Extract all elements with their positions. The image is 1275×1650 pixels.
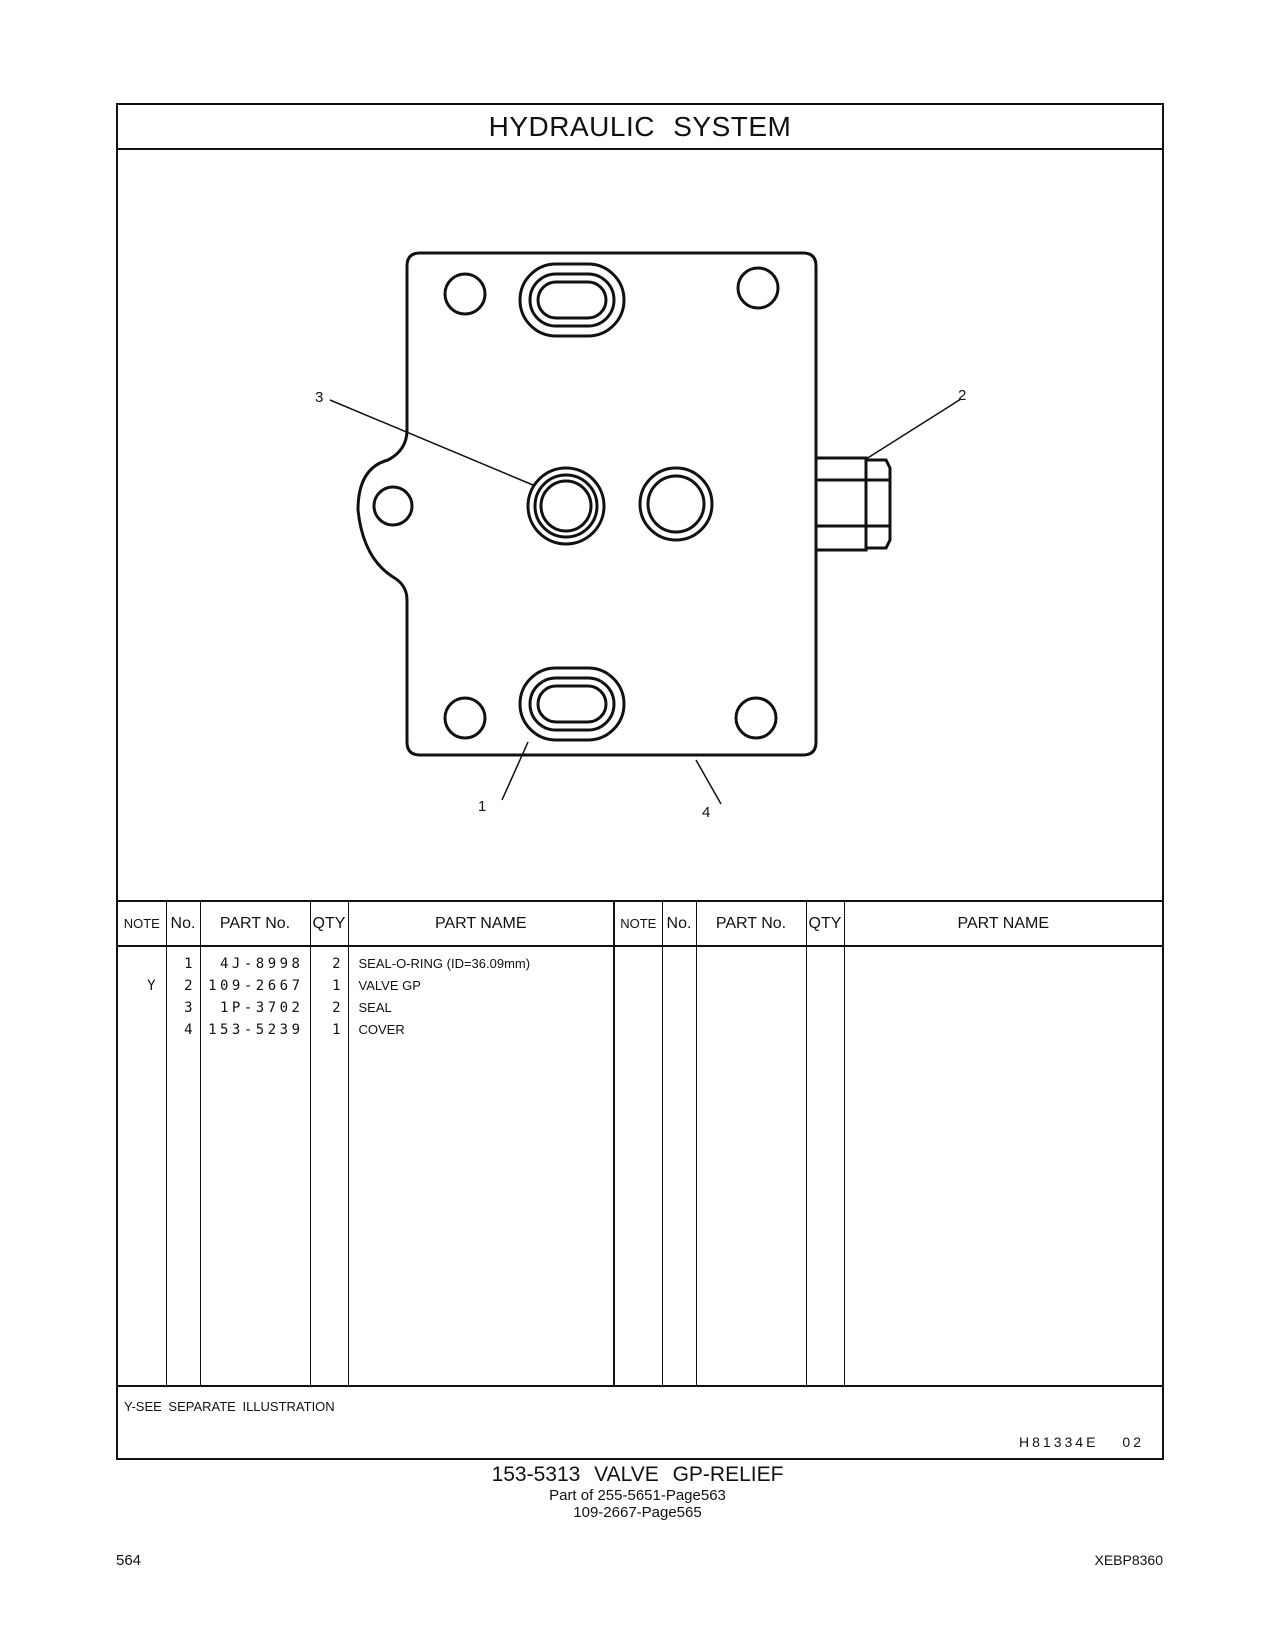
table-cell-part-no: 4J-8998 xyxy=(219,956,304,972)
callout-3: 3 xyxy=(315,389,324,406)
table-cell-no: 3 xyxy=(184,1000,193,1016)
relief-port-inner xyxy=(648,476,704,532)
drawing-revision: 02 xyxy=(1122,1434,1144,1450)
header-part-name: PART NAME xyxy=(348,901,614,946)
table-cell-no: 4 xyxy=(184,1022,193,1038)
seal-port-inner xyxy=(541,481,591,531)
table-cell-part-name: VALVE GP xyxy=(358,978,421,993)
leader-line-2 xyxy=(866,399,961,459)
table-cell-note xyxy=(118,997,156,1019)
callout-1: 1 xyxy=(478,798,487,815)
leader-line-4 xyxy=(696,760,721,804)
relief-valve-body xyxy=(816,458,866,550)
table-cell-note: Y xyxy=(147,978,156,994)
header-part-no-right: PART No. xyxy=(696,901,806,946)
header-no: No. xyxy=(166,901,200,946)
bolt-hole-bottom-left xyxy=(445,698,485,738)
document-id: XEBP8360 xyxy=(1094,1552,1163,1568)
relief-port-outer xyxy=(640,468,712,540)
caption-line-2: 109-2667-Page565 xyxy=(573,1504,702,1521)
table-cell-no: 2 xyxy=(184,978,193,994)
bolt-hole-top-right xyxy=(738,268,778,308)
table-cell-note xyxy=(118,953,156,975)
table-cell-qty: 2 xyxy=(332,1000,341,1016)
table-cell-qty: 1 xyxy=(332,978,341,994)
footnote: Y-SEE SEPARATE ILLUSTRATION xyxy=(124,1399,335,1414)
table-cell-note xyxy=(118,1019,156,1041)
leader-line-1 xyxy=(502,742,528,800)
parts-table xyxy=(118,900,1162,1385)
table-cell-qty: 1 xyxy=(332,1022,341,1038)
table-cell-part-name: SEAL xyxy=(358,1000,392,1015)
table-header-row xyxy=(118,901,1162,946)
section-title: HYDRAULIC SYSTEM xyxy=(118,105,1162,150)
note-column xyxy=(118,946,166,1385)
empty-qty-column-right xyxy=(806,946,844,1385)
valve-cover-illustration xyxy=(118,150,1162,900)
seal-port-outer xyxy=(528,468,604,544)
bolt-hole-bottom-right xyxy=(736,698,776,738)
part-no-column xyxy=(200,946,310,1385)
table-body xyxy=(118,946,1162,1385)
seal-port-ring xyxy=(535,475,597,537)
table-cell-part-no: 1P-3702 xyxy=(219,1000,304,1016)
caption-line-1: Part of 255-5651-Page563 xyxy=(549,1487,726,1504)
leader-line-3 xyxy=(330,400,533,485)
callout-4: 4 xyxy=(702,804,711,821)
header-part-name-right: PART NAME xyxy=(844,901,1162,946)
bolt-hole-ear xyxy=(374,487,412,525)
footnote-area xyxy=(118,1385,1162,1458)
cover-plate-outline xyxy=(358,253,816,755)
table-cell-part-name: SEAL-O-RING (ID=36.09mm) xyxy=(358,956,531,971)
table-cell-part-no: 109-2667 xyxy=(208,978,304,994)
empty-no-column-right xyxy=(662,946,696,1385)
table-cell-part-no: 153-5239 xyxy=(208,1022,304,1038)
header-no-right: No. xyxy=(662,901,696,946)
table-cell-part-name: COVER xyxy=(358,1022,405,1037)
port-top-seal xyxy=(538,282,606,318)
header-qty: QTY xyxy=(310,901,348,946)
relief-valve-hex xyxy=(866,460,890,548)
caption-title: 153-5313 VALVE GP-RELIEF xyxy=(491,1463,784,1486)
header-part-no: PART No. xyxy=(200,901,310,946)
empty-part-no-column-right xyxy=(696,946,806,1385)
qty-column xyxy=(310,946,348,1385)
page-number: 564 xyxy=(116,1552,142,1569)
table-cell-qty: 2 xyxy=(332,956,341,972)
callout-2: 2 xyxy=(958,387,967,404)
drawing-code-line xyxy=(1019,1434,1144,1450)
empty-note-column-right xyxy=(614,946,662,1385)
drawing-code: H81334E xyxy=(1019,1434,1099,1450)
header-note-right: NOTE xyxy=(614,901,662,946)
bolt-hole-top-left xyxy=(445,274,485,314)
table-cell-no: 1 xyxy=(184,956,193,972)
header-note: NOTE xyxy=(118,901,166,946)
port-bottom-seal xyxy=(538,686,606,722)
no-column xyxy=(166,946,200,1385)
parts-page-frame xyxy=(116,103,1164,1460)
empty-part-name-column-right xyxy=(844,946,1162,1385)
part-name-column xyxy=(348,946,614,1385)
caption xyxy=(0,1463,1275,1521)
header-qty-right: QTY xyxy=(806,901,844,946)
